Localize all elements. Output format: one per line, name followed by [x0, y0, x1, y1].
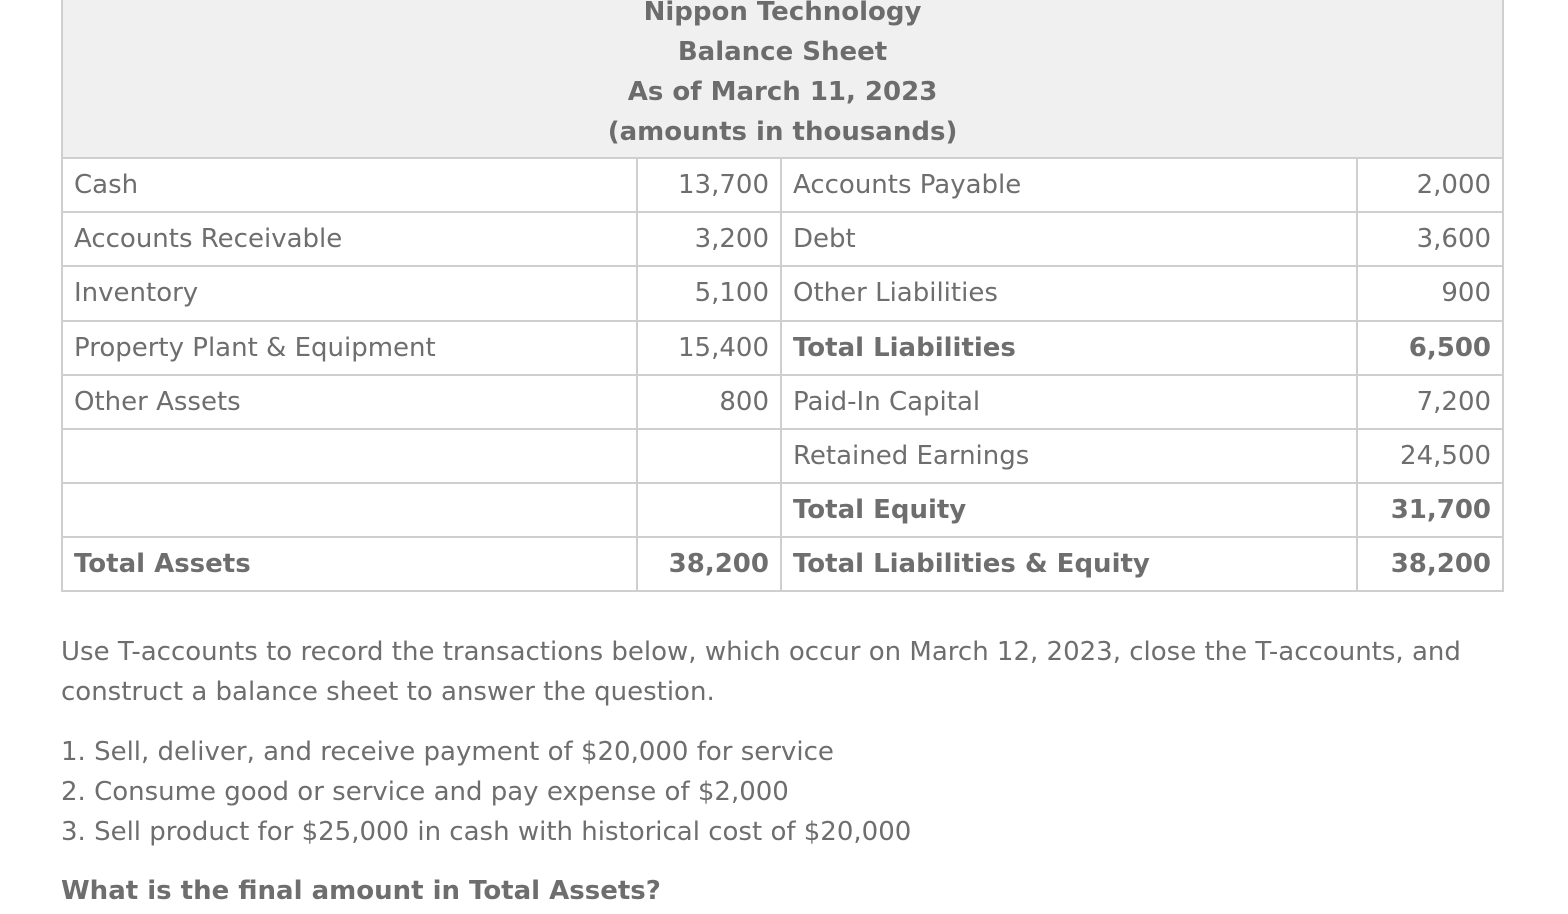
- list-item: 2. Consume good or service and pay expense of $2,000: [61, 777, 789, 807]
- liability-value: 900: [1357, 266, 1503, 320]
- asset-label-empty: [62, 483, 637, 537]
- table-row: [62, 321, 1503, 375]
- total-liabilities-value: 6,500: [1357, 321, 1503, 375]
- instructions-text: Use T-accounts to record the transactions below, which occur on March 12, 2023, close the T-accounts, and construct a balance sheet to answer the question.: [61, 637, 1461, 707]
- equity-label: Retained Earnings: [781, 429, 1357, 483]
- total-assets-value: 38,200: [637, 537, 781, 591]
- total-equity-label: Total Equity: [781, 483, 1357, 537]
- balance-sheet-table: [61, 0, 1504, 592]
- liability-value: 3,600: [1357, 212, 1503, 266]
- asset-label: Cash: [62, 158, 637, 212]
- asset-value-empty: [637, 429, 781, 483]
- asset-label: Other Assets: [62, 375, 637, 429]
- liability-label: Accounts Payable: [781, 158, 1357, 212]
- asset-label: Property Plant & Equipment: [62, 321, 637, 375]
- total-liabilities-equity-label: Total Liabilities & Equity: [781, 537, 1357, 591]
- asset-label-empty: [62, 429, 637, 483]
- asset-value: 5,100: [637, 266, 781, 320]
- asset-label: Inventory: [62, 266, 637, 320]
- liability-label: Other Liabilities: [781, 266, 1357, 320]
- list-item: 1. Sell, deliver, and receive payment of $20,000 for service: [61, 737, 834, 767]
- liability-label: Debt: [781, 212, 1357, 266]
- balance-sheet-header-row: [62, 0, 1503, 158]
- table-row: [62, 537, 1503, 591]
- total-assets-label: Total Assets: [62, 537, 637, 591]
- asset-value: 800: [637, 375, 781, 429]
- statement-units: (amounts in thousands): [607, 117, 958, 147]
- asset-label: Accounts Receivable: [62, 212, 637, 266]
- question-text: What is the final amount in Total Assets?: [61, 876, 661, 906]
- asset-value: 3,200: [637, 212, 781, 266]
- statement-title: Balance Sheet: [677, 37, 888, 67]
- transaction-list: [61, 732, 911, 852]
- equity-label: Paid-In Capital: [781, 375, 1357, 429]
- table-row: [62, 375, 1503, 429]
- balance-sheet-header: [62, 0, 1503, 158]
- liability-value: 2,000: [1357, 158, 1503, 212]
- equity-value: 24,500: [1357, 429, 1503, 483]
- total-equity-value: 31,700: [1357, 483, 1503, 537]
- list-item: 3. Sell product for $25,000 in cash with historical cost of $20,000: [61, 817, 912, 847]
- table-row: [62, 212, 1503, 266]
- statement-date: As of March 11, 2023: [627, 77, 938, 107]
- company-name: Nippon Technology: [643, 0, 922, 27]
- total-liabilities-label: Total Liabilities: [781, 321, 1357, 375]
- total-liabilities-equity-value: 38,200: [1357, 537, 1503, 591]
- asset-value-empty: [637, 483, 781, 537]
- table-row: [62, 266, 1503, 320]
- table-row: [62, 429, 1503, 483]
- table-row: [62, 483, 1503, 537]
- table-row: [62, 158, 1503, 212]
- equity-value: 7,200: [1357, 375, 1503, 429]
- asset-value: 13,700: [637, 158, 781, 212]
- asset-value: 15,400: [637, 321, 781, 375]
